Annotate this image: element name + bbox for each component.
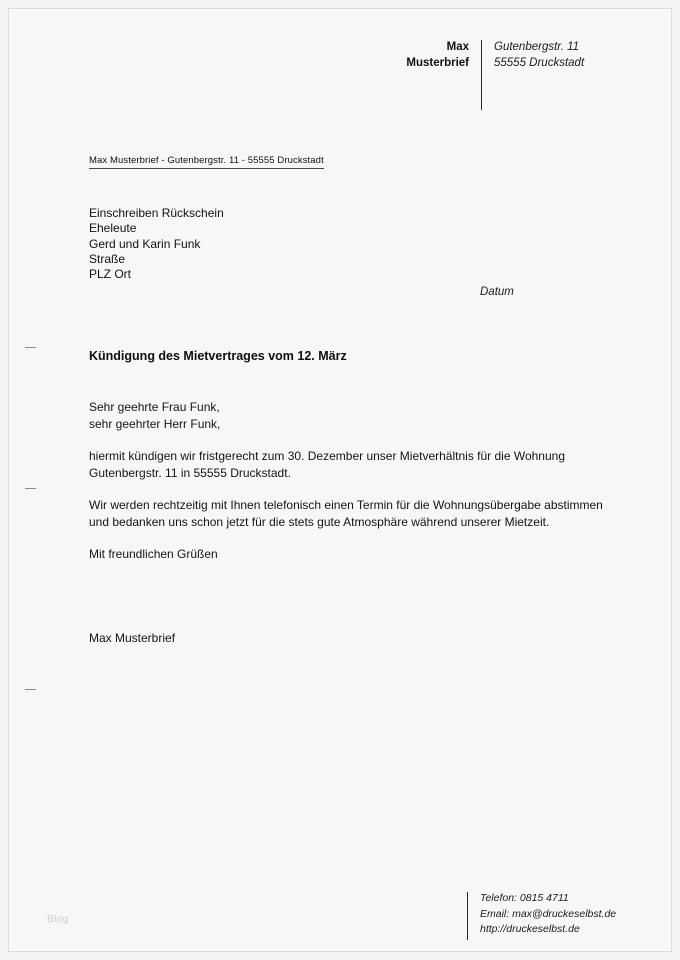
letterhead-name — [379, 39, 481, 71]
letterhead-name-line1: Max — [446, 41, 469, 53]
footer-phone: Telefon: 0815 4711 — [480, 892, 569, 904]
letter-footer — [467, 891, 616, 940]
fold-mark-top — [25, 347, 36, 348]
date-field: Datum — [480, 286, 514, 298]
salutation — [89, 399, 614, 432]
footer-email: Email: max@druckeselbst.de — [480, 907, 617, 920]
letterhead-address-line1: Gutenbergstr. 11 — [494, 41, 580, 53]
fold-mark-bottom — [25, 689, 36, 690]
body-paragraph-1: hiermit kündigen wir fristgerecht zum 30. Dezember unser Mietverhältnis für die Wohnung Gutenbergstr. 11 in 55555 Druckstadt. — [89, 449, 565, 480]
footer-website: http://druckeselbst.de — [480, 923, 580, 935]
recipient-line-3: Gerd und Karin Funk — [89, 236, 201, 251]
salutation-line-2: sehr geehrter Herr Funk, — [89, 416, 221, 431]
sender-return-address: Max Musterbrief - Gutenbergstr. 11 - 55555 Druckstadt — [89, 155, 324, 169]
signature-name: Max Musterbrief — [89, 631, 176, 645]
letterhead-name-line2: Musterbrief — [406, 57, 469, 69]
closing-line: Mit freundlichen Grüßen — [89, 547, 218, 561]
recipient-line-4: Straße — [89, 251, 126, 266]
letterhead-address — [482, 39, 584, 71]
letterhead-address-line2: 55555 Druckstadt — [494, 57, 585, 69]
footer-contact — [468, 891, 616, 938]
watermark-label: Blog — [47, 914, 69, 925]
letterhead — [379, 39, 584, 110]
body-paragraph-2: Wir werden rechtzeitig mit Ihnen telefonisch einen Termin für die Wohnungsübergabe abstimmen und bedanken uns schon jetzt für die stets gute Atmosphäre während unserer Mietzeit. — [89, 498, 603, 529]
salutation-line-1: Sehr geehrte Frau Funk, — [89, 400, 220, 414]
recipient-line-5: PLZ Ort — [89, 267, 132, 282]
recipient-line-2: Eheleute — [89, 221, 137, 236]
subject-line: Kündigung des Mietvertrages vom 12. März — [89, 349, 347, 363]
fold-mark-middle — [25, 488, 36, 489]
letter-sheet — [8, 8, 672, 952]
letter-body — [89, 399, 614, 579]
recipient-line-1: Einschreiben Rückschein — [89, 206, 224, 220]
recipient-address-block — [89, 206, 224, 282]
